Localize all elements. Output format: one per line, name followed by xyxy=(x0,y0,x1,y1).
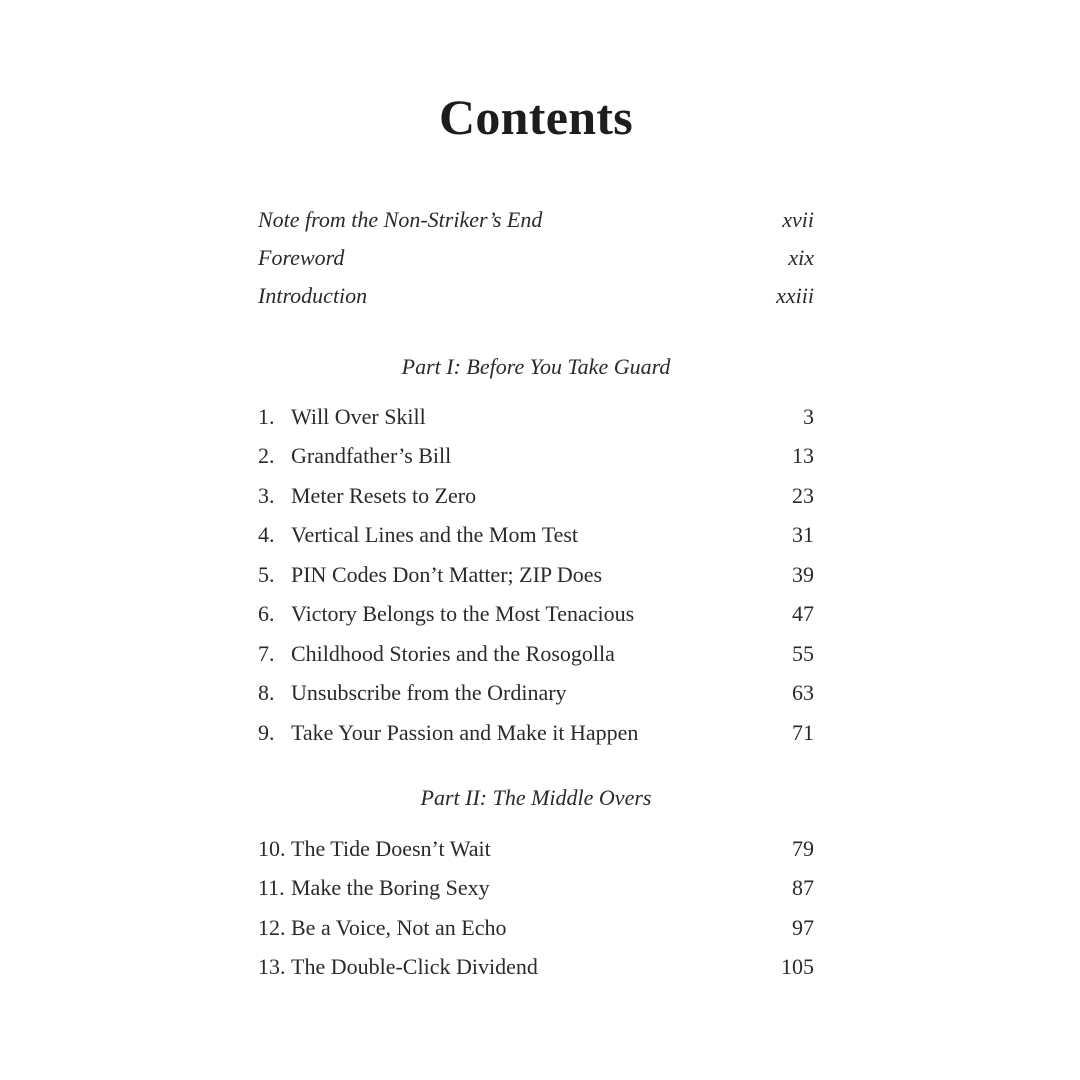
chapter-number: 8. xyxy=(258,680,275,705)
toc-entry-chapter-13[interactable] xyxy=(258,952,814,982)
chapter-number: 7. xyxy=(258,641,275,666)
toc-entry-chapter-7[interactable] xyxy=(258,639,814,669)
entry-page: 71 xyxy=(792,720,814,745)
entry-title: Make the Boring Sexy xyxy=(291,875,490,900)
chapter-number: 2. xyxy=(258,443,275,468)
entry-title: PIN Codes Don’t Matter; ZIP Does xyxy=(291,562,603,587)
toc-entry-chapter-9[interactable] xyxy=(258,718,814,748)
entry-title: Meter Resets to Zero xyxy=(291,483,477,508)
entry-title: Victory Belongs to the Most Tenacious xyxy=(291,601,635,626)
toc-entry-chapter-8[interactable] xyxy=(258,678,814,708)
entry-page: 3 xyxy=(803,404,814,429)
chapter-number: 13. xyxy=(258,954,286,979)
toc-entry-chapter-10[interactable] xyxy=(258,834,814,864)
entry-title: Note from the Non-Striker’s End xyxy=(258,207,543,232)
entry-title: Unsubscribe from the Ordinary xyxy=(291,680,567,705)
toc-entry-chapter-2[interactable] xyxy=(258,441,814,471)
entry-page: 13 xyxy=(792,443,814,468)
chapter-number: 3. xyxy=(258,483,275,508)
entry-title: Will Over Skill xyxy=(291,404,426,429)
entry-title: Introduction xyxy=(258,283,368,308)
entry-page: xxiii xyxy=(776,283,814,308)
chapter-number: 5. xyxy=(258,562,275,587)
entry-title: The Tide Doesn’t Wait xyxy=(291,836,491,861)
toc-entry-chapter-3[interactable] xyxy=(258,481,814,511)
toc-entry-introduction[interactable] xyxy=(258,281,814,311)
entry-page: 47 xyxy=(792,601,814,626)
entry-title: Vertical Lines and the Mom Test xyxy=(291,522,579,547)
entry-page: 55 xyxy=(792,641,814,666)
chapter-number: 4. xyxy=(258,522,275,547)
entry-page: 31 xyxy=(792,522,814,547)
toc-entry-chapter-5[interactable] xyxy=(258,560,814,590)
entry-page: 63 xyxy=(792,680,814,705)
toc-entry-chapter-1[interactable] xyxy=(258,402,814,432)
part-heading-2: Part II: The Middle Overs xyxy=(420,785,652,810)
entry-page: xix xyxy=(788,245,814,270)
entry-title: Take Your Passion and Make it Happen xyxy=(291,720,639,745)
entry-page: xvii xyxy=(782,207,814,232)
page-title: Contents xyxy=(438,89,634,145)
chapter-number: 1. xyxy=(258,404,275,429)
entry-title: Childhood Stories and the Rosogolla xyxy=(291,641,615,666)
part-heading-1: Part I: Before You Take Guard xyxy=(401,354,671,379)
toc-entry-chapter-12[interactable] xyxy=(258,913,814,943)
entry-page: 39 xyxy=(792,562,814,587)
toc-entry-chapter-4[interactable] xyxy=(258,520,814,550)
entry-title: The Double-Click Dividend xyxy=(291,954,538,979)
chapter-number: 9. xyxy=(258,720,275,745)
chapter-number: 11. xyxy=(258,875,285,900)
entry-title: Be a Voice, Not an Echo xyxy=(291,915,507,940)
entry-page: 23 xyxy=(792,483,814,508)
chapter-number: 10. xyxy=(258,836,286,861)
entry-page: 105 xyxy=(781,954,814,979)
entry-page: 87 xyxy=(792,875,814,900)
entry-page: 97 xyxy=(792,915,814,940)
entry-title: Foreword xyxy=(258,245,345,270)
entry-title: Grandfather’s Bill xyxy=(291,443,452,468)
toc-entry-chapter-11[interactable] xyxy=(258,873,814,903)
toc-entry-note[interactable] xyxy=(258,205,814,235)
toc-entry-foreword[interactable] xyxy=(258,243,814,273)
chapter-number: 12. xyxy=(258,915,286,940)
toc-entry-chapter-6[interactable] xyxy=(258,599,814,629)
chapter-number: 6. xyxy=(258,601,275,626)
entry-page: 79 xyxy=(792,836,814,861)
